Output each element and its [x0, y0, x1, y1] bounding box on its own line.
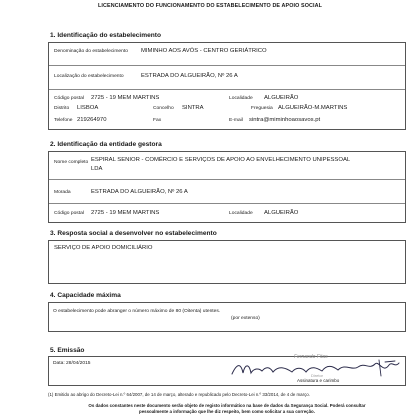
establishment-location-value: ESTRADA DO ALGUEIRÃO, Nº 26 A: [141, 73, 238, 79]
issue-date: Data: 28/04/2015: [53, 361, 91, 366]
section-2-divider: [49, 203, 405, 204]
stamp-subtitle: Diretor: [311, 373, 324, 378]
privacy-notice: [48, 403, 406, 415]
section-3-box: [48, 240, 406, 284]
entity-locality-label: Localidade: [229, 211, 253, 216]
full-name-value-line1: ESPIRAL SENIOR - COMÉRCIO E SERVIÇOS DE APOIO AO ENVELHECIMENTO UNIPESSOAL: [91, 157, 351, 163]
section-5-title: 5. Emissão: [50, 347, 85, 354]
entity-postal-code-value: 2725 - 19 MEM MARTINS: [91, 210, 160, 216]
fax-label: Fax: [153, 118, 162, 123]
capacity-text: O estabelecimento pode abranger o número máximo de 80 (Oitenta) utentes.: [53, 309, 221, 314]
stamp-name: Fernando Fitas: [294, 354, 328, 360]
municipality-value: SINTRA: [182, 105, 204, 111]
establishment-name-value: MIMINHO AOS AVÓS - CENTRO GERIÁTRICO: [141, 48, 267, 54]
locality-value: ALGUEIRÃO: [264, 95, 299, 101]
address-label: Morada: [54, 190, 71, 195]
section-4-title: 4. Capacidade máxima: [50, 292, 121, 299]
address-value: ESTRADA DO ALGUEIRÃO, Nº 26 A: [91, 189, 188, 195]
entity-locality-value: ALGUEIRÃO: [264, 210, 299, 216]
section-2-box: [48, 151, 406, 223]
legal-footnote: (1) Emitido ao abrigo do Decreto-Lei n.º 64/2007, de 14 de março, alterado e republicado pelo Decreto-Lei n.º 33/2014, de 4 de março.: [48, 392, 310, 397]
phone-label: Telefone: [54, 118, 73, 123]
section-5-box: [48, 356, 406, 386]
phone-value: 219264970: [77, 117, 107, 123]
district-label: Distrito: [54, 106, 70, 111]
section-4-box: [48, 302, 406, 332]
email-label: E-mail: [229, 118, 243, 123]
establishment-location-label: Localização do estabelecimento: [54, 74, 124, 79]
section-1-divider: [49, 89, 405, 90]
privacy-notice-line2: pessoalmente a informação que lhe diz respeito, bem como solicitar a sua correção.: [139, 409, 315, 414]
entity-postal-code-label: Código postal: [54, 211, 84, 216]
locality-label: Localidade: [229, 96, 253, 101]
municipality-label: Concelho: [153, 106, 174, 111]
section-3-title: 3. Resposta social a desenvolver no estabelecimento: [50, 230, 217, 237]
email-value: sintra@miminhoaosavos.pt: [249, 117, 321, 123]
section-1-box: [48, 42, 406, 130]
establishment-name-label: Denominação do estabelecimento: [54, 49, 128, 54]
parish-label: Freguesia: [251, 106, 273, 111]
privacy-notice-line1: Os dados constantes neste documento serão objeto de registo informático na base de dados da Segurança Social. Poderá consultar: [88, 403, 366, 408]
full-name-label: Nome completo: [54, 160, 89, 165]
district-value: LISBOA: [77, 105, 99, 111]
postal-code-value: 2725 - 19 MEM MARTINS: [91, 95, 160, 101]
full-name-value-line2: LDA: [91, 166, 103, 172]
parish-value: ALGUEIRÃO-M.MARTINS: [278, 105, 348, 111]
section-1-divider: [49, 65, 405, 66]
signature-caption: Assinatura e carimbo: [297, 378, 340, 383]
document-title: LICENCIAMENTO DO FUNCIONAMENTO DO ESTABELECIMENTO DE APOIO SOCIAL: [98, 3, 322, 9]
section-2-title: 2. Identificação da entidade gestora: [50, 141, 162, 148]
section-1-title: 1. Identificação do estabelecimento: [50, 32, 162, 39]
capacity-subcaption: (por extenso): [231, 316, 260, 321]
social-response-value: SERVIÇO DE APOIO DOMICILIÁRIO: [54, 245, 153, 251]
section-2-divider: [49, 179, 405, 180]
postal-code-label: Código postal: [54, 96, 84, 101]
